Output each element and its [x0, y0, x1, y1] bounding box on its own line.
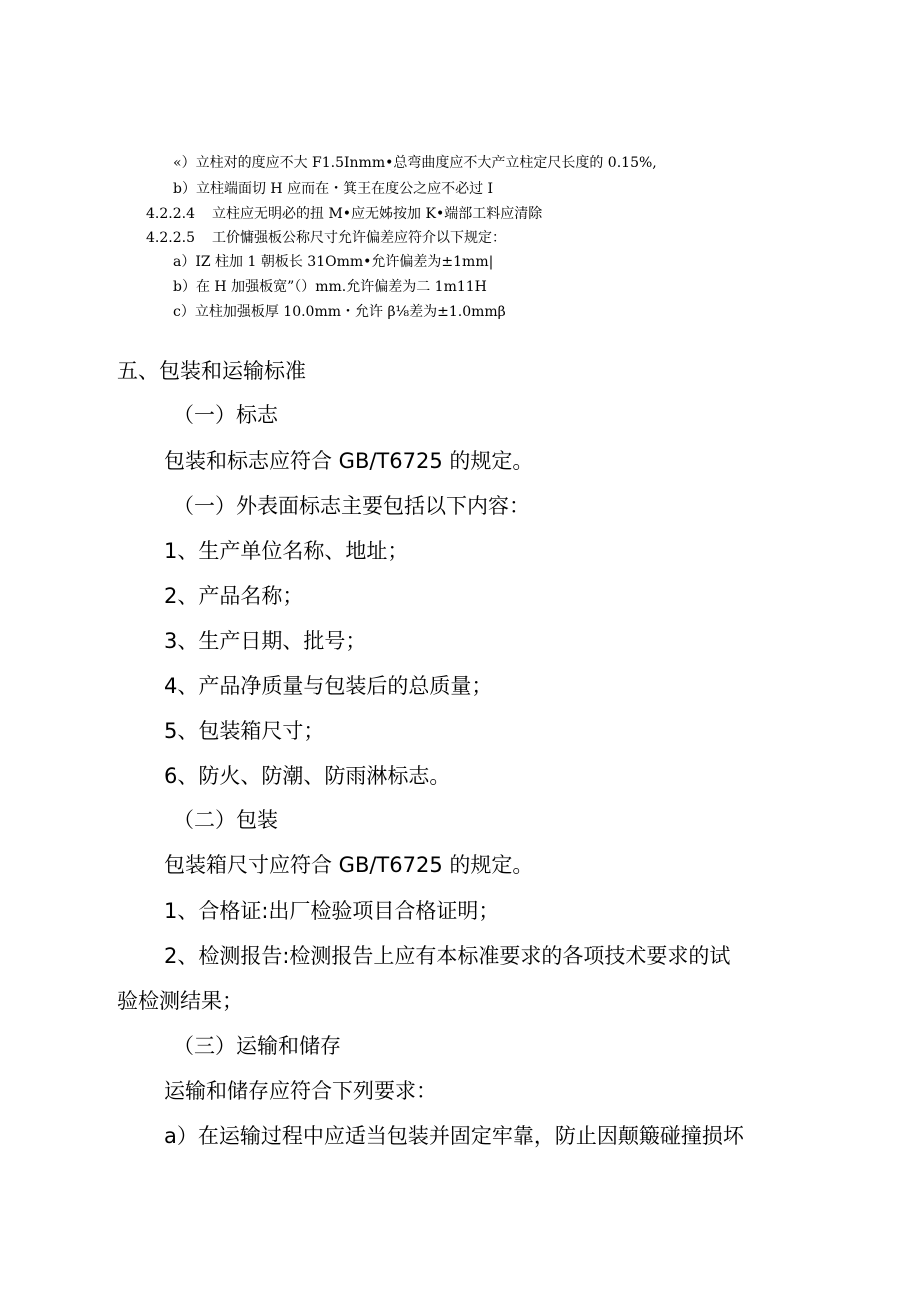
subsection-heading-marking: （一）标志	[173, 403, 278, 427]
spec-item-a: «）立柱对的度应不大 F1.5Inmm•总弯曲度应不大产立柱定尺长度的 0.15%,	[173, 155, 657, 171]
clause-text: 立柱应无明必的扭 M•应无姊按加 K•端部工料应清除	[212, 206, 543, 222]
clause-4-2-2-4	[146, 207, 542, 221]
list-item: 3、生产日期、批号；	[164, 629, 367, 653]
clause-4-2-2-5-item-c: c）立柱加强板厚 10.0mm・允许 β⅛差为±1.0mmβ	[173, 304, 506, 320]
subsection-heading-transport: （三）运输和储存	[173, 1034, 341, 1058]
list-item: 2、产品名称；	[164, 584, 304, 608]
list-item: 1、合格证:出厂检验项目合格证明；	[164, 899, 500, 923]
list-item: 4、产品净质量与包装后的总质量；	[164, 674, 493, 698]
list-item: 5、包装箱尺寸；	[164, 719, 325, 743]
subheading-outer-marking: （一）外表面标志主要包括以下内容：	[173, 494, 530, 518]
clause-number: 4.2.2.5	[146, 230, 195, 246]
spec-item-b: b）立柱端面切 H 应而在・箕王在度公之应不必过 I	[173, 181, 494, 197]
clause-4-2-2-5-item-a: a）IZ 柱加 1 朝板长 31Omm•允许偏差为±1mm|	[173, 254, 494, 270]
clause-text: 工价慵强板公称尺寸允许偏差应符介以下规定：	[212, 230, 506, 246]
clause-4-2-2-5-item-b: b）在 H 加强板宽”（）mm.允许偏差为二 1m11H	[173, 279, 487, 295]
list-item: a）在运输过程中应适当包装并固定牢靠，防止因颠簸碰撞损坏	[164, 1124, 744, 1148]
list-item: 2、检测报告:检测报告上应有本标准要求的各项技术要求的试	[164, 944, 731, 968]
section-heading: 五、包装和运输标准	[117, 359, 306, 383]
clause-number: 4.2.2.4	[146, 206, 195, 222]
list-item-continuation: 验检测结果；	[117, 989, 243, 1013]
clause-4-2-2-5	[146, 231, 506, 245]
paragraph: 包装箱尺寸应符合 GB/T6725 的规定。	[164, 853, 534, 877]
list-item: 1、生产单位名称、地址；	[164, 539, 409, 563]
subsection-heading-packaging: （二）包装	[173, 808, 278, 832]
paragraph: 包装和标志应符合 GB/T6725 的规定。	[164, 449, 534, 473]
paragraph: 运输和储存应符合下列要求：	[164, 1079, 437, 1103]
list-item: 6、防火、防潮、防雨淋标志。	[164, 764, 451, 788]
